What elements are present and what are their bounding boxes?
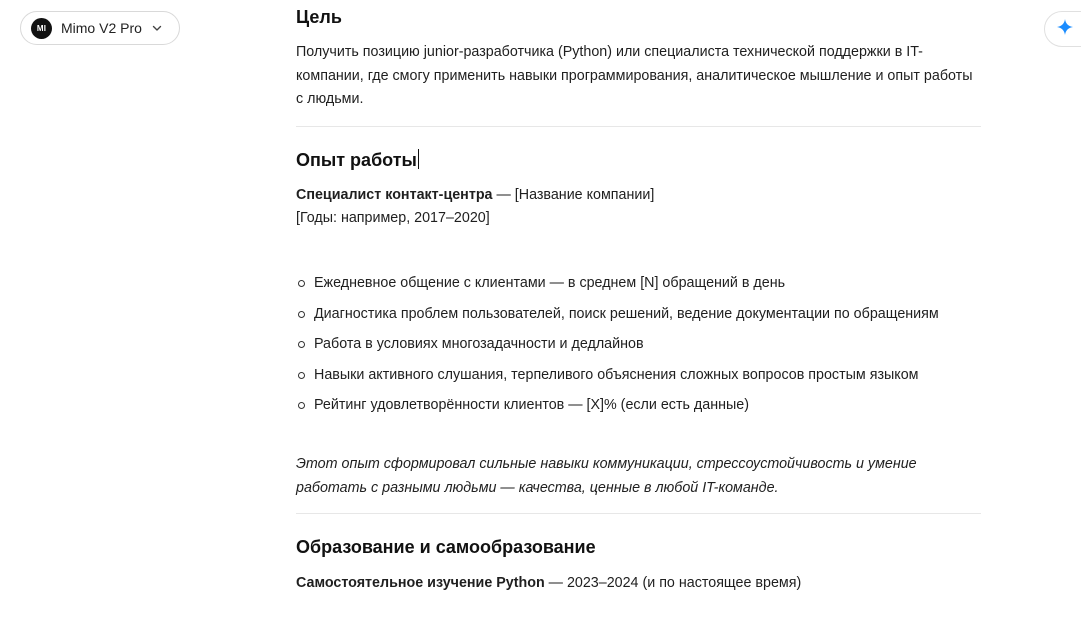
- bullet-circle-icon: [298, 280, 305, 287]
- experience-summary: Этот опыт сформировал сильные навыки коммуникации, стрессоустойчивость и умение работать с разными людьми — качества, ценные в любой IT-команде.: [296, 456, 917, 496]
- list-item: [296, 333, 981, 357]
- list-item: [296, 303, 981, 327]
- bullet-circle-icon: [298, 311, 305, 318]
- sparkle-button[interactable]: [1044, 11, 1081, 47]
- list-item-text: Ежедневное общение с клиентами — в среднем [N] обращений в день: [314, 275, 786, 291]
- model-selector-button[interactable]: [20, 11, 180, 45]
- education-heading: Образование и самообразование: [296, 537, 596, 557]
- model-name-label: Mimo V2 Pro: [61, 20, 142, 36]
- experience-heading: [296, 148, 419, 172]
- sparkle-icon: [1056, 18, 1074, 41]
- list-item-text: Рейтинг удовлетворённости клиентов — [X]% (если есть данные): [314, 397, 749, 413]
- list-item-text: Диагностика проблем пользователей, поиск решений, ведение документации по обращениям: [314, 305, 939, 322]
- experience-list: [296, 272, 981, 425]
- bullet-circle-icon: [298, 341, 305, 348]
- section-divider: [296, 513, 981, 514]
- job-title: Специалист контакт-центра: [296, 187, 493, 203]
- list-item: [296, 364, 981, 388]
- job-years: [Годы: например, 2017–2020]: [296, 210, 490, 226]
- education-separator: —: [544, 575, 567, 591]
- list-item: [296, 394, 981, 418]
- education-period: 2023–2024 (и по настоящее время): [566, 575, 802, 591]
- bullet-circle-icon: [298, 372, 305, 379]
- job-separator: —: [492, 187, 515, 203]
- model-logo-text: MI: [36, 23, 47, 33]
- goal-heading: Цель: [296, 7, 342, 27]
- xiaomi-logo-icon: [31, 18, 52, 39]
- job-line: [296, 184, 654, 207]
- chevron-down-icon: [151, 22, 163, 34]
- list-item-text: Навыки активного слушания, терпеливого объяснения сложных вопросов простым языком: [314, 366, 919, 383]
- education-item-title: Самостоятельное изучение Python: [296, 575, 545, 591]
- bullet-circle-icon: [298, 402, 305, 409]
- section-divider: [296, 126, 981, 127]
- text-cursor: [418, 149, 419, 169]
- list-item: [296, 272, 981, 296]
- goal-paragraph: Получить позицию junior-разработчика (Python) или специалиста технической поддержки в IT-компании, где смогу применить навыки программирования, аналитическое мышление и опыт работы с людьми.: [296, 44, 973, 107]
- list-item-text: Работа в условиях многозадачности и дедлайнов: [314, 336, 644, 352]
- education-line: [296, 572, 801, 595]
- company-name: [Название компании]: [514, 187, 655, 203]
- experience-heading-text: Опыт работы: [296, 150, 417, 170]
